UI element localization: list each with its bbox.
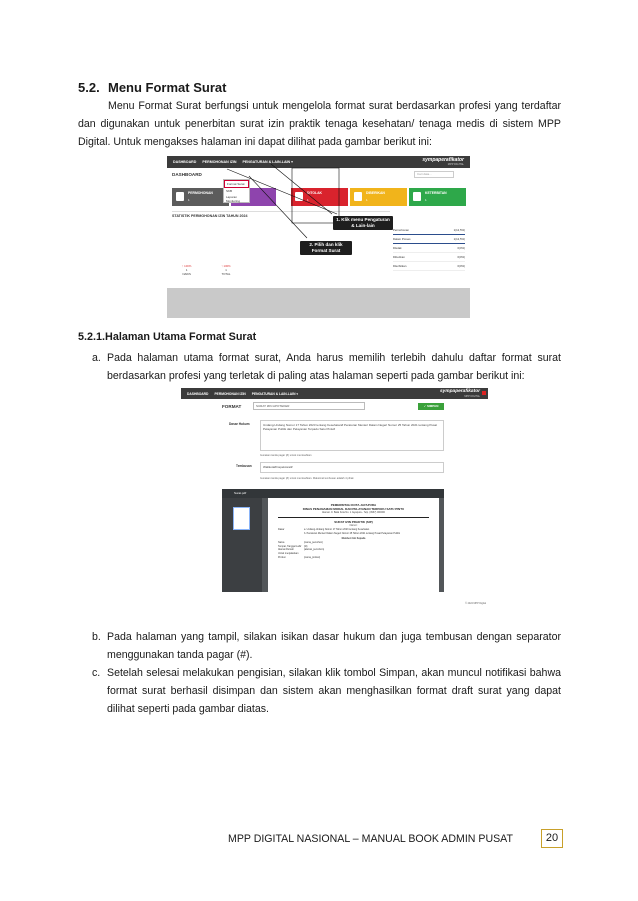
nav-pengaturan[interactable]: PENGATURAN & LAIN-LAIN ▾	[251, 391, 299, 396]
stat-row: Permohonan 1(12,5%)	[393, 226, 465, 235]
kpi-item: ↑ 100% 1 NAIKS	[182, 264, 192, 276]
tembusan-label: Tembusan	[236, 464, 252, 468]
stat-title: STATISTIK PERMOHONAN IZIN TAHUN 2024	[172, 214, 248, 218]
highlight-box	[292, 168, 339, 223]
page-title: DASHBOARD	[172, 172, 202, 177]
subsection-heading	[78, 331, 256, 343]
format-label: FORMAT	[222, 404, 242, 409]
format-surat-page	[181, 399, 488, 606]
section-intro: Menu Format Surat berfungsi untuk mengelola format surat berdasarkan profesi yang terdaftar dan digunakan untuk penerbitan surat izin praktik tenaga kesehatan/ tenaga medis di sistem MPP Digital. Untuk mengakses halaman ini dapat dilihat pada gambar berikut ini:	[78, 100, 561, 148]
doc-dasar: Dasar a. Undang-Undang Nomor 17 Tahun 2023 tentang Kesehatan	[278, 528, 370, 531]
arrow-line-2	[249, 176, 307, 238]
format-surat-screenshot	[181, 388, 488, 606]
format-select[interactable]: SURAT IZIN APOTEKER	[253, 402, 365, 410]
card-count: 1	[307, 198, 309, 202]
subsection-number: 5.2.1.	[78, 331, 106, 343]
kpi-item: ↑ 100% 1 TOTAL	[221, 264, 231, 276]
doc-field: Tempat, Tanggal Lahir {ttl}	[278, 544, 308, 548]
logo-subtitle: MPP DIGITAL	[464, 395, 480, 398]
nav-permohonan[interactable]: PERMOHONAN IZIN	[202, 160, 237, 164]
doc-header-1: PEMERINTAH KOTA JAYAPURA	[330, 503, 377, 507]
close-icon[interactable]	[482, 391, 486, 395]
logo-subtitle: MPP DIGITAL	[447, 163, 464, 166]
app-footer: © 2024 MPP Digital	[465, 602, 486, 605]
pdf-page	[268, 498, 439, 592]
pdf-viewer	[222, 489, 444, 592]
doc-header-3: Alamat: Jl. Balai Kota No. 1 Jayapura - Telp. (0967) 000000	[322, 511, 385, 514]
pdf-toolbar: Surat.pdf	[222, 489, 444, 498]
dasar-hukum-textarea[interactable]: Undang-Undang Nomor 17 Tahun 2023 tentang Kesehatan# Peraturan Menteri Dalam Negeri Nomor 25 Tahun 2021 tentang Pusat Pelayanan Publik dan Pelayanan Terpadu Satu Pintu#	[260, 420, 444, 451]
step-a	[92, 349, 561, 385]
nav-dashboard[interactable]: DASHBOARD	[173, 160, 197, 164]
tembusan-help: Gunakan tanda pagar (#) untuk memisahkan. Maksimal tembusan adalah 4 pihak	[260, 477, 354, 480]
nav-pengaturan[interactable]: PENGATURAN & LAIN-LAIN ▾	[242, 160, 293, 164]
top-nav	[181, 388, 488, 399]
callout-step-1: 1. Klik menu Pengaturan & Lain-lain	[333, 216, 393, 230]
nav-dashboard[interactable]: DASHBOARD	[187, 391, 209, 396]
page-footer: MPP DIGITAL NASIONAL – MANUAL BOOK ADMIN PUSAT	[228, 833, 513, 845]
annotation-arrows	[167, 156, 470, 318]
step-b	[92, 628, 561, 664]
page-number: 20	[541, 829, 563, 848]
step-text: Pada halaman utama format surat, Anda harus memilih terlebih dahulu daftar format surat berdasarkan profesi yang terletak di paling atas halaman seperti pada gambar berikut ini:	[107, 352, 561, 382]
card-count: 1	[366, 198, 368, 202]
dashboard-screenshot	[167, 156, 470, 318]
doc-field: Untuk menjalankan	[278, 551, 299, 555]
doc-header-2: DINAS PENANAMAN MODAL DAN PELAYANAN TERPADU SATU PINTU	[302, 507, 405, 511]
arrow-line-1	[227, 169, 337, 214]
doc-field: Alamat Rumah {alamat_pemohon}	[278, 548, 325, 552]
card-label: DITOLAK	[307, 191, 323, 195]
callout-step-2: 2. Pilih dan klik Format Surat	[300, 241, 352, 255]
arrow-line-3	[271, 164, 332, 214]
card-label: KETERBITAN	[425, 191, 447, 195]
dropdown-item-laporan[interactable]: Laporan Monitoring	[226, 195, 241, 203]
card-count: 1	[425, 198, 427, 202]
doc-number: Nomor:	[349, 524, 358, 527]
dasar-hukum-label: Dasar Hukum	[229, 422, 250, 426]
nav-permohonan[interactable]: PERMOHONAN IZIN	[214, 391, 246, 396]
card-count: 1	[188, 198, 190, 202]
doc-field: Nama {nama_pemohon}	[278, 541, 323, 545]
dropdown-item-format-surat[interactable]: Format Surat	[224, 180, 249, 188]
dropdown-item-skb[interactable]: SKB	[226, 189, 233, 193]
step-c	[92, 664, 561, 718]
step-marker: c.	[92, 667, 101, 679]
stat-row: Dalam Proses 1(12,5%)	[393, 235, 465, 244]
step-text: Setelah selesai melakukan pengisian, silakan klik tombol Simpan, akan muncul notifikasi bahwa format surat berhasil disimpan dan sistem akan menghasilkan format draft surat yang dapat dilihat seperti pada gambar diatas.	[107, 667, 561, 715]
step-marker: b.	[92, 631, 101, 643]
stat-row: Diberikan 0(0%)	[393, 253, 465, 262]
step-marker: a.	[92, 352, 101, 364]
app-logo	[440, 389, 480, 398]
doc-divider	[278, 517, 429, 518]
save-button[interactable]: ✓ SIMPAN	[418, 403, 444, 410]
doc-field: Profesi {nama_profesi}	[278, 555, 321, 559]
card-label: DIBERIKAN	[366, 191, 385, 195]
step-text: Pada halaman yang tampil, silakan isikan dasar hukum dan juga tembusan dengan separator menggunakan tanda pagar (#).	[107, 631, 561, 661]
logo-title: sympaperafikator	[440, 389, 480, 394]
section-number: 5.2.	[78, 80, 100, 95]
doc-memberi: Memberi Izin Kepada	[341, 537, 366, 541]
tembusan-textarea[interactable]: Walikota#Inspektorat#	[260, 462, 444, 473]
doc-title: SURAT IZIN PRAKTIK (SIP)	[334, 520, 373, 524]
search-input[interactable]: Cari data...	[414, 171, 454, 178]
section-heading	[78, 80, 226, 95]
stat-row: Diterbitkan 0(0%)	[393, 262, 465, 271]
dasar-hukum-help: Gunakan tanda pagar (#) untuk memisahkan	[260, 454, 312, 457]
subsection-title: Halaman Utama Format Surat	[105, 331, 257, 343]
page-thumbnail[interactable]	[233, 507, 250, 530]
pdf-thumbnails	[222, 498, 262, 592]
stat-row: Ditolak 0(0%)	[393, 244, 465, 253]
logo-title: sympaperafikator	[422, 157, 464, 163]
card-label: PERMOHONAN	[188, 191, 213, 195]
doc-dasar-2: b. Peraturan Menteri Dalam Negeri Nomor 25 Tahun 2021 tentang Pusat Pelayanan Publik	[304, 531, 400, 535]
section-title: Menu Format Surat	[108, 80, 227, 95]
